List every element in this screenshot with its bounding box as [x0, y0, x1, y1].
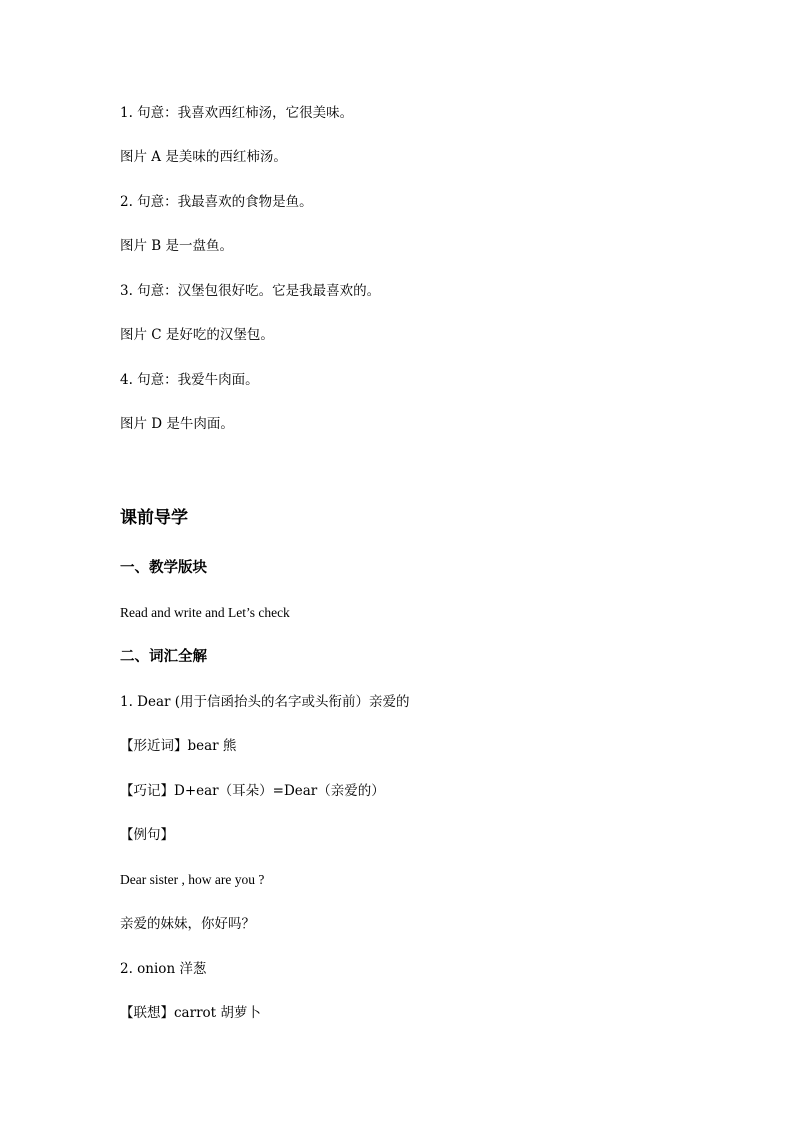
vocab-item-1-similar: 【形近词】bear 熊: [120, 738, 237, 754]
vocab-item-2-word: 2. onion 洋葱: [120, 961, 207, 977]
meaning-3-sentence: 3. 句意：汉堡包很好吃。它是我最喜欢的。: [120, 283, 381, 299]
meaning-4-picture: 图片 D 是牛肉面。: [120, 416, 234, 432]
meaning-2-picture: 图片 B 是一盘鱼。: [120, 238, 234, 254]
section-title: 课前导学: [120, 508, 188, 528]
meaning-1-sentence: 1. 句意：我喜欢西红柿汤，它很美味。: [120, 105, 354, 121]
vocab-item-2-association: 【联想】carrot 胡萝卜: [120, 1005, 261, 1021]
vocab-item-1-memory: 【巧记】D+ear（耳朵）=Dear（亲爱的）: [120, 783, 385, 799]
vocab-item-1-example-zh: 亲爱的妹妹，你好吗？: [120, 916, 255, 932]
meaning-2-sentence: 2. 句意：我最喜欢的食物是鱼。: [120, 194, 313, 210]
teaching-block-text: Read and write and Let’s check: [120, 605, 290, 620]
vocab-item-1-example-en: Dear sister , how are you ?: [120, 872, 265, 887]
teaching-block-heading: 一、教学版块: [120, 560, 207, 576]
vocab-heading: 二、词汇全解: [120, 649, 207, 665]
meaning-3-picture: 图片 C 是好吃的汉堡包。: [120, 327, 274, 343]
vocab-item-1-example-label: 【例句】: [120, 827, 174, 843]
meaning-1-picture: 图片 A 是美味的西红柿汤。: [120, 149, 287, 165]
vocab-item-1-word: 1. Dear (用于信函抬头的名字或头衔前）亲爱的: [120, 694, 410, 710]
meaning-4-sentence: 4. 句意：我爱牛肉面。: [120, 372, 259, 388]
